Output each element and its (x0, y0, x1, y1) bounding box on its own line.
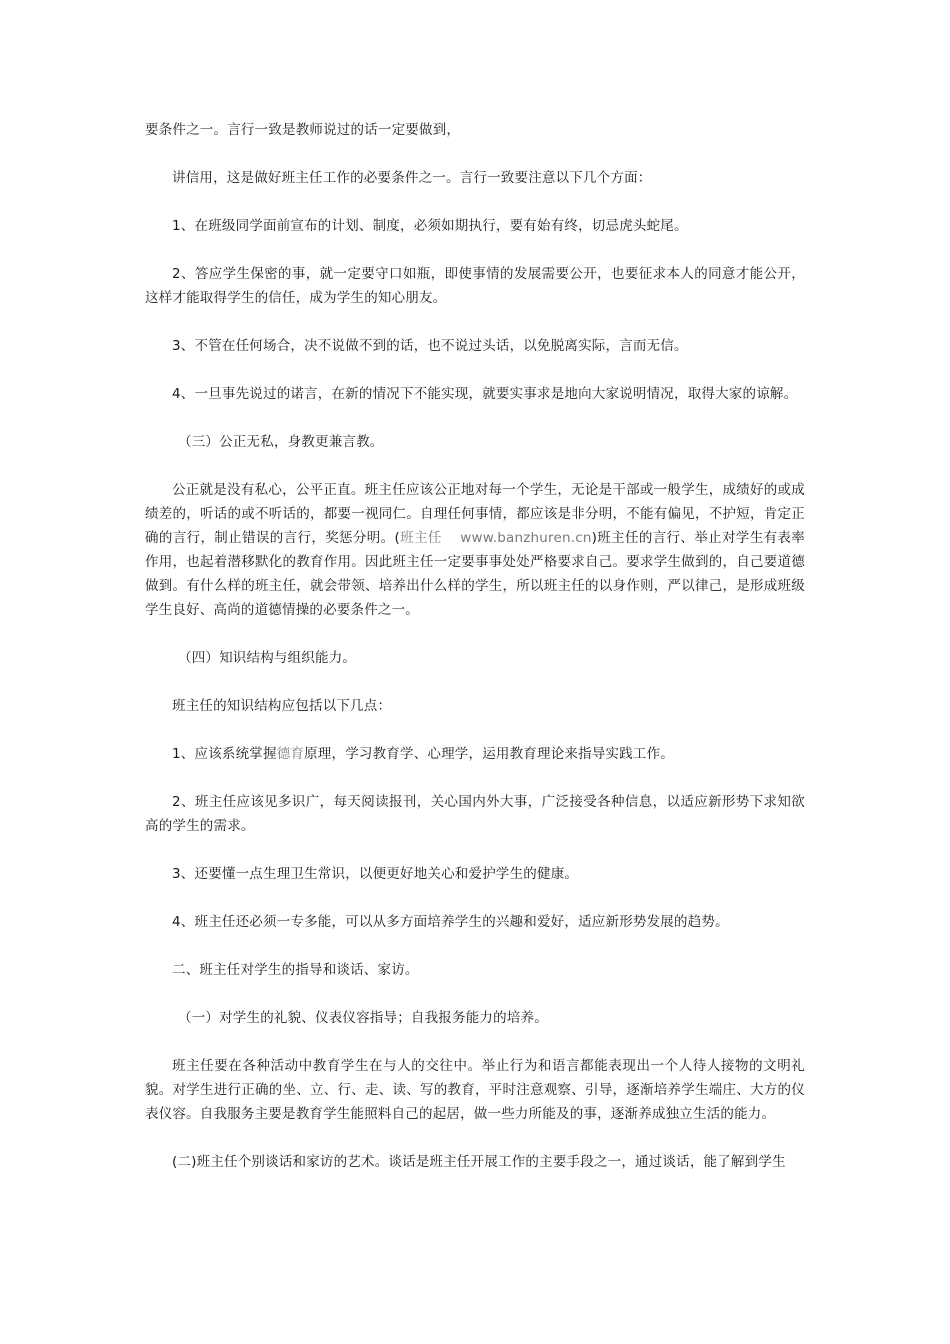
knowledge-item-3: 3、还要懂一点生理卫生常识，以便更好地关心和爱护学生的健康。 (172, 866, 579, 882)
section-heading-3: （三）公正无私，身教更兼言教。 (178, 434, 384, 450)
subsection-heading-1: （一）对学生的礼貌、仪表仪容指导；自我报务能力的培养。 (178, 1010, 548, 1026)
list-item-2: 2、答应学生保密的事，就一定要守口如瓶，即使事情的发展需要公开，也要征求本人的同意才能公开，这样才能取得学生的信任，成为学生的知心朋友。 (145, 266, 805, 306)
moral-education-link[interactable]: 德育 (276, 746, 305, 762)
source-watermark: 班主任 www.banzhuren.cn (399, 530, 592, 546)
knowledge-item-1-prefix: 1、应该系统掌握 (172, 746, 277, 762)
list-item-1: 1、在班级同学面前宣布的计划、制度，必须如期执行，要有始有终，切忌虎头蛇尾。 (172, 218, 688, 234)
document-page (145, 118, 805, 1198)
knowledge-item-1-suffix: 原理，学习教育学、心理学，运用教育理论来指导实践工作。 (304, 746, 675, 762)
section-heading-4: （四）知识结构与组织能力。 (178, 650, 357, 666)
fairness-text-part-2: )班主任的言行、举止对学生有表率作用，也起着潜移默化的教育作用。因此班主任一定要事事处处严格要求自己。要求学生做到的，自己要道德做到。有什么样的班主任，就会带领、培养出什么样的学生，所以班主任的以身作则，严以律己，是形成班级学生良好、高尚的道德情操的必要条件之一。 (145, 530, 805, 618)
paragraph-fairness (145, 478, 805, 622)
knowledge-item-2: 2、班主任应该见多识广，每天阅读报刊，关心国内外大事，广泛接受各种信息，以适应新形势下求知欲高的学生的需求。 (145, 794, 805, 834)
paragraph-keep-word: 讲信用，这是做好班主任工作的必要条件之一。言行一致要注意以下几个方面： (172, 170, 652, 186)
knowledge-item-4: 4、班主任还必须一专多能，可以从多方面培养学生的兴趣和爱好，适应新形势发展的趋势。 (172, 914, 729, 930)
knowledge-item-1 (145, 742, 805, 766)
paragraph-etiquette: 班主任要在各种活动中教育学生在与人的交往中。举止行为和语言都能表现出一个人待人接物的文明礼貌。对学生进行正确的坐、立、行、走、读、写的教育，平时注意观察、引导，逐渐培养学生端庄、大方的仪表仪容。自我服务主要是教育学生能照料自己的起居，做一些力所能及的事，逐渐养成独立生活的能力。 (145, 1058, 805, 1122)
subsection-heading-2: (二)班主任个别谈话和家访的艺术。谈话是班主任开展工作的主要手段之一，通过谈话，能了解到学生 (172, 1154, 786, 1170)
paragraph-continuation: 要条件之一。言行一致是教师说过的话一定要做到， (145, 122, 461, 138)
paragraph-knowledge-intro: 班主任的知识结构应包括以下几点： (172, 698, 392, 714)
list-item-3: 3、不管在任何场合，决不说做不到的话，也不说过头话，以免脱离实际，言而无信。 (172, 338, 688, 354)
fairness-text-part-1: 公正就是没有私心，公平正直。班主任应该公正地对每一个学生，无论是干部或一般学生，成绩好的或成绩差的，听话的或不听话的，都要一视同仁。自理任何事情，都应该是非分明，不能有偏见，不护短，肯定正确的言行，制止错误的言行，奖惩分明。( (145, 482, 805, 546)
list-item-4: 4、一旦事先说过的诺言，在新的情况下不能实现，就要实事求是地向大家说明情况，取得大家的谅解。 (172, 386, 798, 402)
section-heading-2: 二、班主任对学生的指导和谈话、家访。 (172, 962, 419, 978)
